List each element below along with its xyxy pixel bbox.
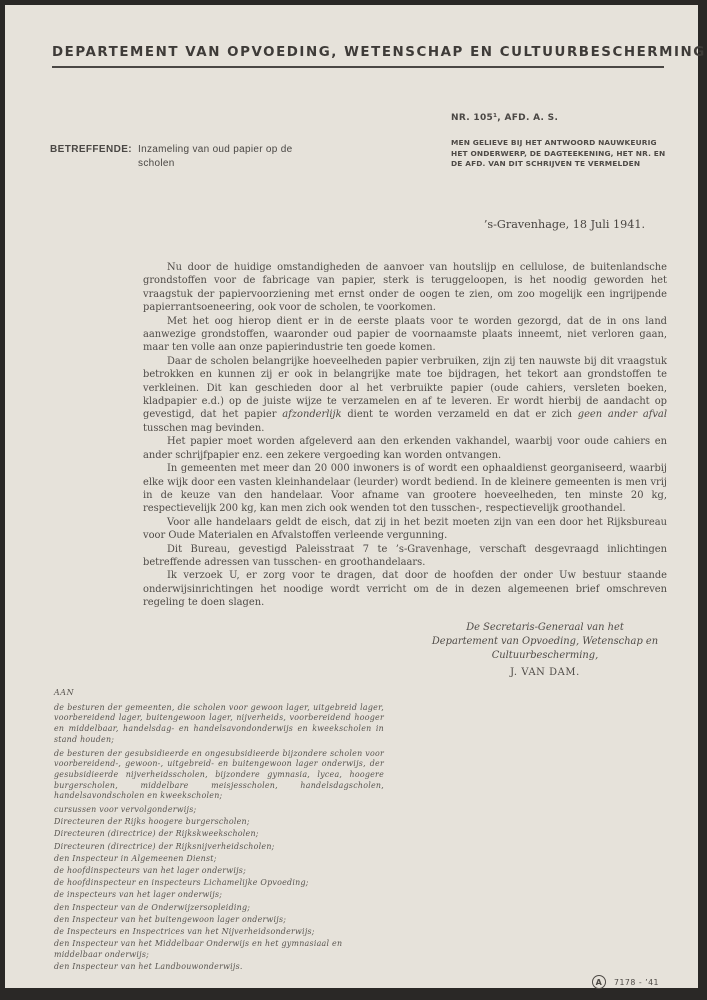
addressee-item: de hoofdinspecteur en inspecteurs Lichamelijke Opvoeding; bbox=[54, 878, 309, 888]
addressee-item: de besturen der gemeenten, die scholen voor gewoon lager, uitgebreid lager, voorbereidend lager, buitengewoon lager, nijverheids, voorbereidend hooger en middelbaar, handelsdag- en handelsavondonderwijs en kweekscholen in stand houden; bbox=[54, 702, 384, 744]
body-paragraph: In gemeenten met meer dan 20 000 inwoners is of wordt een ophaaldienst georganiseerd, waarbij elke wijk door een vasten kleinhandelaar (leurder) wordt bediend. In de kleinere gemeenten is men vrij in de keuze van den handelaar. Voor afname van grootere hoeveelheden, ten minste 20 kg, respectievelijk 200 kg, kan men zich ook wenden tot den tusschen-, respectievelijk groothandel. bbox=[143, 463, 667, 515]
reference-notice: MEN GELIEVE BIJ HET ANTWOORD NAUWKEURIG HET ONDERWERP, DE DAGTEEKENING, HET NR. EN DE AFD. VAN DIT SCHRIJVEN TE VERMELDEN bbox=[451, 138, 666, 168]
addressee-item: den Inspecteur van het buitengewoon lager onderwijs; bbox=[54, 914, 287, 924]
signatory-name: J. VAN DAM. bbox=[510, 667, 580, 678]
addressee-item: de inspecteurs van het lager onderwijs; bbox=[54, 890, 223, 900]
addressee-item: de Inspecteurs en Inspectrices van het Nijverheidsonderwijs; bbox=[54, 927, 315, 937]
printer-logo-icon: A bbox=[592, 975, 606, 989]
body-paragraph: Met het oog hierop dient er in de eerste plaats voor te worden gezorgd, dat de in ons land aanwezige grondstoffen, waaronder oud papier de voornaamste plaats inneemt, niet verloren gaan, maar ten volle aan onze papierindustrie ten goede komen. bbox=[143, 315, 667, 354]
addressee-item: den Inspecteur van de Onderwijzersopleiding; bbox=[54, 902, 251, 912]
addressee-item: cursussen voor vervolgonderwijs; bbox=[54, 805, 197, 815]
body-paragraph: Het papier moet worden afgeleverd aan den erkenden vakhandel, waarbij voor oude cahiers en ander schrijfpapier enz. een zekere vergoeding kan worden ontvangen. bbox=[143, 436, 667, 461]
subject-label: BETREFFENDE: bbox=[50, 144, 133, 155]
body-paragraph bbox=[143, 355, 667, 435]
emphasis-text: afzonderlijk bbox=[282, 409, 342, 421]
body-text-span: dient te worden verzameld en dat er zich bbox=[341, 409, 578, 421]
reference-number: NR. 105¹, AFD. A. S. bbox=[451, 113, 559, 123]
letter-body bbox=[143, 261, 667, 610]
letter-date: ’s-Gravenhage, 18 Juli 1941. bbox=[483, 218, 645, 231]
letter-page bbox=[5, 5, 706, 988]
print-footer bbox=[592, 975, 659, 989]
addressee-list bbox=[54, 688, 384, 974]
subject-value: Inzameling van oud papier op de scholen bbox=[138, 144, 293, 169]
addressee-heading: AAN bbox=[54, 688, 75, 697]
addressee-item: den Inspecteur in Algemeenen Dienst; bbox=[54, 853, 217, 863]
signature-line: De Secretaris-Generaal van het bbox=[466, 622, 624, 633]
emphasis-text: geen ander afval bbox=[577, 409, 667, 421]
addressee-item: den Inspecteur van het Middelbaar Onderwijs en het gymnasiaal en middelbaar onderwijs; bbox=[54, 939, 343, 959]
addressee-item: Directeuren (directrice) der Rijkskweekscholen; bbox=[54, 829, 259, 839]
addressee-item: de besturen der gesubsidieerde en ongesubsidieerde bijzondere scholen voor voorbereidend-, gewoon-, uitgebreid- en buitengewoon lager onderwijs, der gesubsidieerde nijverheidsscholen, bijzondere gymnasia, lycea, hoogere burgerscholen, middelbare meisjesscholen, handelsdagscholen, handelsavondscholen en kweekscholen; bbox=[54, 748, 384, 801]
body-paragraph: Dit Bureau, gevestigd Paleisstraat 7 te ’s-Gravenhage, verschaft desgevraagd inlichtingen betreffende adressen van tusschen- en groothandelaars. bbox=[143, 543, 667, 568]
signature-block bbox=[410, 621, 680, 680]
signature-line: Departement van Opvoeding, Wetenschap en bbox=[431, 636, 659, 647]
body-paragraph: Nu door de huidige omstandigheden de aanvoer van houtslijp en cellulose, de buitenlandsche grondstoffen voor de fabricage van papier, sterk is teruggeloopen, is het noodig geworden het vraagstuk der papiervoorziening met ernst onder de oogen te zien, om zoo mogelijk een ingrijpende papierrantsoeneering, ook voor de scholen, te voorkomen. bbox=[143, 262, 667, 314]
subject-block bbox=[50, 144, 313, 170]
print-code: 7178 - ’41 bbox=[614, 977, 660, 987]
body-paragraph: Voor alle handelaars geldt de eisch, dat zij in het bezit moeten zijn van een door het Rijksbureau voor Oude Materialen en Afvalstoffen verleende vergunning. bbox=[143, 516, 667, 542]
addressee-item: Directeuren der Rijks hoogere burgerscholen; bbox=[54, 817, 250, 827]
letterhead-title: DEPARTEMENT VAN OPVOEDING, WETENSCHAP EN CULTUURBESCHERMING bbox=[52, 45, 706, 60]
signature-line: Cultuurbescherming, bbox=[491, 650, 599, 661]
addressee-item: den Inspecteur van het Landbouwonderwijs. bbox=[54, 962, 243, 972]
addressee-item: de hoofdinspecteurs van het lager onderwijs; bbox=[54, 866, 246, 876]
body-paragraph: Ik verzoek U, er zorg voor te dragen, dat door de hoofden der onder Uw bestuur staande onderwijsinrichtingen het noodige wordt verricht om de in dezen algemeenen brief omschreven regeling te doen slagen. bbox=[143, 570, 667, 609]
letterhead-rule bbox=[52, 66, 664, 68]
body-text-span: Daar de scholen belangrijke hoeveelheden papier verbruiken, zijn zij ten nauwste bij dit vraagstuk betrokken en kunnen zij er ook in belangrijke mate toe bijdragen, het tekort aan grondstoffen te verkleinen. Dit kan geschieden door al het verbruikte papier (oude cahiers, versleten boeken, kladpapier e.d.) op de juiste wijze te verzamelen en af te leveren. Er wordt hierbij de aandacht op gevestigd, dat het papier bbox=[143, 355, 667, 421]
body-text-span: tusschen mag bevinden. bbox=[143, 422, 265, 434]
addressee-item: Directeuren (directrice) der Rijksnijverheidscholen; bbox=[54, 841, 275, 851]
